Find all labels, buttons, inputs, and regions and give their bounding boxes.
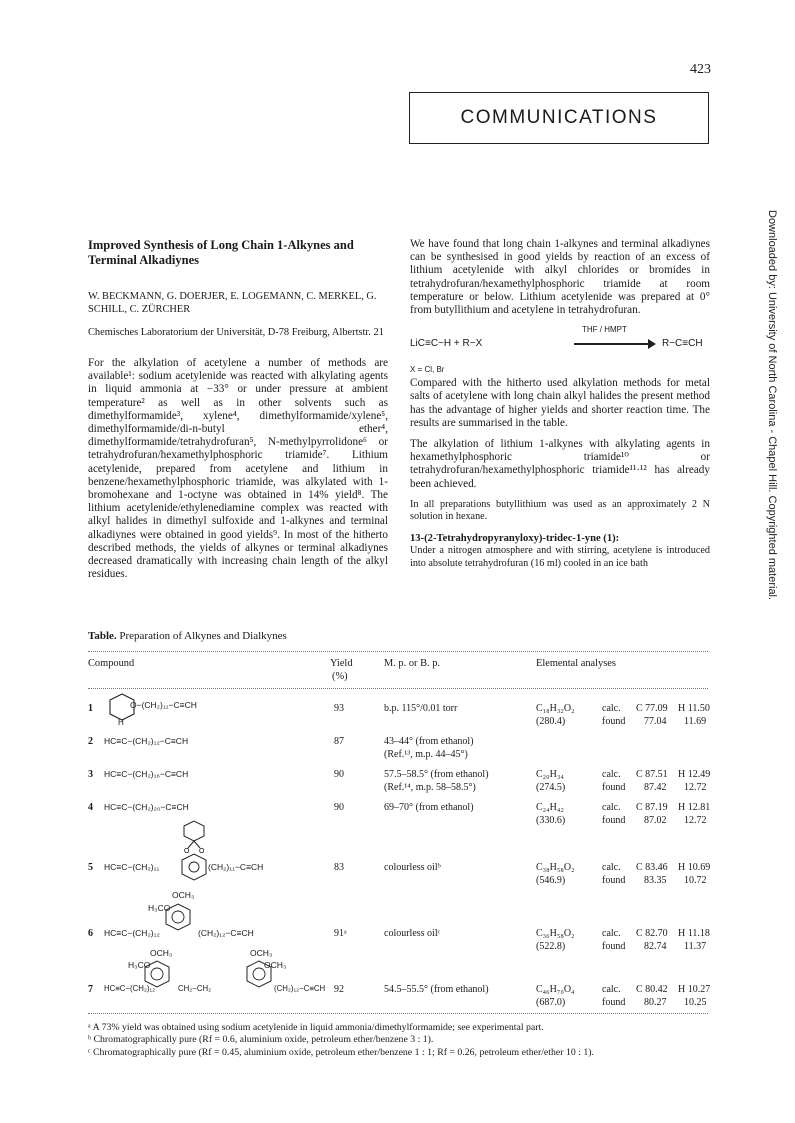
row-found-label: found (602, 815, 626, 826)
row-calc-label: calc. (602, 703, 621, 714)
row-h-found: 12.72 (684, 782, 707, 793)
paragraph-general: In all preparations butyllithium was used as an approximately 2 N solution in hexane. (410, 498, 710, 523)
row-number: 5 (88, 862, 93, 873)
row-mp: b.p. 115°/0.01 torr (384, 703, 458, 714)
row-number: 7 (88, 984, 93, 995)
table-footnotes (88, 1022, 728, 1059)
header-yield: Yield (330, 658, 353, 669)
row-number: 1 (88, 703, 93, 714)
row-formula: C₃₈H₅₈O₂ (536, 862, 575, 873)
row-found-label: found (602, 716, 626, 727)
header-compound: Compound (88, 658, 135, 669)
row-yield: 92 (334, 984, 344, 995)
paragraph-comparison: Compared with the hitherto used alkylation methods for metal salts of acetylene with long chain alkyl halides the present method has the advantage of higher yields and shorter reaction time. The results are summarised in the table. (410, 377, 710, 429)
row-mp: colourless oilᶜ (384, 928, 441, 939)
row-structure: HC≡C−(CH₂)₁₆−C≡CH (104, 769, 189, 779)
row-structure: O−(CH₂)₁₁−C≡CH (130, 700, 197, 710)
row-c-calc: C 83.46 (636, 862, 668, 873)
authors: W. BECKMANN, G. DOERJER, E. LOGEMANN, C. MERKEL, G. SCHILL, C. ZÜRCHER (88, 291, 377, 315)
footnote-a: ᵃ A 73% yield was obtained using sodium acetylenide in liquid ammonia/dimethylformamide; see experimental part. (88, 1022, 544, 1033)
row-mw: (546.9) (536, 875, 566, 886)
spiroketal-benzene-icon (168, 818, 228, 888)
row-formula: C₂₄H₄₂ (536, 802, 564, 813)
row-structure-right: (CH₂)₁₂−C≡CH (198, 928, 254, 938)
row-found-label: found (602, 941, 626, 952)
row-number: 2 (88, 736, 93, 747)
row-formula: C₄₆H₇₀O₄ (536, 984, 575, 995)
row-c-calc: C 82.70 (636, 928, 668, 939)
footnote-b: ᵇ Chromatographically pure (Rf = 0.6, aluminium oxide, petroleum ether/benzene 3 : 1). (88, 1034, 434, 1046)
row-h-found: 12.72 (684, 815, 707, 826)
svg-text:O: O (184, 848, 190, 855)
paragraph-prior-work: The alkylation of lithium 1-alkynes with alkylating agents in hexamethylphosphoric triamide¹⁰ or tetrahydrofuran/hexamethylphosphoric triamide¹¹·¹² has already been achieved. (410, 438, 710, 490)
row-h-calc: H 11.18 (678, 928, 710, 939)
row-c-found: 87.42 (644, 782, 667, 793)
paragraph-method: We have found that long chain 1-alkynes and terminal alkadiynes can be synthesised in good yields by reaction of an excess of lithium acetylenide with alkyl chlorides or bromides in tetrahydrofuran/hexamethylphosphoric triamide at room temperature or below. Lithium acetylenide was prepared at 0° from butyllithium and acetylene in tetrahydrofuran. (410, 238, 710, 317)
row-number: 3 (88, 769, 93, 780)
row-substituent: OCH₃ (150, 948, 173, 958)
row-formula: C₃₆H₅₈O₂ (536, 928, 575, 939)
row-substituent-2: H₃CO (128, 960, 151, 970)
row-structure-left: HC≡C−(CH₂)₁₂ (104, 984, 156, 993)
row-c-found: 82.74 (644, 941, 667, 952)
equation-halide: X = Cl, Br (410, 365, 445, 375)
row-calc-label: calc. (602, 928, 621, 939)
row-calc-label: calc. (602, 862, 621, 873)
row-mw: (330.6) (536, 815, 566, 826)
row-formula: C₂₀H₃₄ (536, 769, 564, 780)
row-mw: (280.4) (536, 716, 566, 727)
equation-conditions: THF / HMPT (582, 325, 627, 335)
table-bottom-rule (88, 1013, 708, 1014)
row-c-calc: C 80.42 (636, 984, 668, 995)
equation-reactants: LiC≡C−H + R−X (410, 338, 483, 350)
row-structure: HC≡C−(CH₂)₁₂−C≡CH (104, 736, 189, 746)
row-substituent: OCH₃ (172, 890, 195, 900)
left-column (88, 238, 388, 581)
row-yield: 91ᵃ (334, 928, 347, 939)
row-mw: (522.8) (536, 941, 566, 952)
row-found-label: found (602, 875, 626, 886)
benzene-ring-icon (242, 958, 276, 992)
row-c-calc: C 87.51 (636, 769, 668, 780)
row-h-found: 10.72 (684, 875, 707, 886)
row-structure-left: HC≡C−(CH₂)₁₂ (104, 928, 160, 938)
row-substituent-right: OCH₃ (250, 948, 273, 958)
row-c-calc: C 77.09 (636, 703, 668, 714)
row-formula: C₁₈H₃₂O₂ (536, 703, 575, 714)
table-caption (88, 630, 287, 642)
benzene-ring-icon (160, 900, 196, 936)
row-calc-label: calc. (602, 984, 621, 995)
procedure-text: Under a nitrogen atmosphere and with stirring, acetylene is introduced into absolute tetrahydrofuran (16 ml) cooled in an ice bath (410, 545, 710, 569)
row-structure-mid: CH₂−CH₂ (178, 984, 212, 993)
row-yield: 90 (334, 802, 344, 813)
row-c-calc: C 87.19 (636, 802, 668, 813)
row-h-calc: H 12.81 (678, 802, 711, 813)
row-mp-ref: (Ref.¹³, m.p. 44–45°) (384, 749, 468, 760)
svg-text:O: O (199, 848, 205, 855)
row-h-found: 11.37 (684, 941, 707, 952)
row-yield: 90 (334, 769, 344, 780)
table-caption-text: Preparation of Alkynes and Dialkynes (119, 630, 287, 642)
row-found-label: found (602, 997, 626, 1008)
row-h-found: 10.25 (684, 997, 707, 1008)
table-top-rule (88, 651, 708, 652)
row-calc-label: calc. (602, 769, 621, 780)
table-caption-label: Table. (88, 630, 117, 642)
row-mp: 57.5–58.5° (from ethanol) (384, 769, 489, 780)
section-banner: COMMUNICATIONS (409, 92, 709, 144)
row-h-calc: H 11.50 (678, 703, 710, 714)
row-mp: 54.5–55.5° (from ethanol) (384, 984, 489, 995)
row-number: 6 (88, 928, 93, 939)
table-header-rule (88, 688, 708, 689)
row-h-calc: H 10.69 (678, 862, 711, 873)
page-number: 423 (690, 62, 711, 77)
equation-product: R−C≡CH (662, 338, 703, 350)
reaction-equation (410, 323, 710, 375)
row-mp: colourless oilᵇ (384, 862, 441, 873)
right-column (410, 238, 710, 570)
row-c-found: 77.04 (644, 716, 667, 727)
row-h-calc: H 10.27 (678, 984, 711, 995)
download-notice: Downloaded by: University of North Carolina - Chapel Hill. Copyrighted material. (766, 210, 778, 601)
row-mw: (687.0) (536, 997, 566, 1008)
row-mw: (274.5) (536, 782, 566, 793)
row-c-found: 80.27 (644, 997, 667, 1008)
row-h-found: 11.69 (684, 716, 707, 727)
row-substituent-right-2: OCH₃ (264, 960, 287, 970)
row-substituent-2: H₃CO (148, 903, 171, 913)
row-c-found: 83.35 (644, 875, 667, 886)
ring-hydrogen: H (118, 718, 124, 727)
row-structure-left: HC≡C−(CH₂)₁₁ (104, 862, 160, 872)
row-found-label: found (602, 782, 626, 793)
row-c-found: 87.02 (644, 815, 667, 826)
row-mp: 43–44° (from ethanol) (384, 736, 474, 747)
row-structure-right: (CH₂)₁₂−C≡CH (274, 984, 326, 993)
row-mp-ref: (Ref.¹⁴, m.p. 58–58.5°) (384, 782, 476, 793)
affiliation: Chemisches Laboratorium der Universität, D-78 Freiburg, Albertstr. 21 (88, 327, 384, 338)
row-calc-label: calc. (602, 802, 621, 813)
row-yield: 87 (334, 736, 344, 747)
intro-paragraph: For the alkylation of acetylene a number of methods are available¹: sodium acetylenide was reacted with alkylating agents in liquid ammonia at −33° or under pressure at ambient temperature² as well as in other solvents such as dimethylformamide³, xylene⁴, dimethylformamide/xylene⁵, dimethylformamide/di-n-butyl ether⁴, dimethylformamide/tetrahydrofuran⁵, N-methylpyrrolidone⁶ or tetrahydrofuran/hexamethylphosphoric triamide⁷. Lithium acetylenide, prepared from acetylene and lithium in benzene/hexamethylphosphoric triamide, was alkylated with 1-bromohexane and 1-octyne was obtained in 14% yield⁸. The lithium acetylenide/ethylenediamine complex was reacted with alkyl halides in dimethyl sulfoxide and 1-alkynes and terminal alkadiynes were obtained in good yields⁹. In most of the hitherto described methods, the yields of alkynes or terminal alkadiynes decreased dramatically with increasing chain length of the alkyl residues. (88, 357, 388, 581)
header-yield-unit: (%) (332, 671, 348, 682)
header-analyses: Elemental analyses (536, 658, 616, 669)
row-mp: 69–70° (from ethanol) (384, 802, 474, 813)
row-h-calc: H 12.49 (678, 769, 711, 780)
header-mp: M. p. or B. p. (384, 658, 440, 669)
row-yield: 93 (334, 703, 344, 714)
footnote-c: ᶜ Chromatographically pure (Rf = 0.45, aluminium oxide, petroleum ether/benzene 1 : 1; Rf = 0.26, petroleum ether/ether 10 : 1). (88, 1046, 594, 1058)
row-structure-right: (CH₂)₁₁−C≡CH (208, 862, 264, 872)
row-number: 4 (88, 802, 93, 813)
reaction-arrow-icon (574, 343, 654, 345)
row-structure: HC≡C−(CH₂)₂₀−C≡CH (104, 802, 189, 812)
article-title: Improved Synthesis of Long Chain 1-Alkynes and Terminal Alkadiynes (88, 238, 354, 267)
row-yield: 83 (334, 862, 344, 873)
procedure-title: 13-(2-Tetrahydropyranyloxy)-tridec-1-yne (1): (410, 533, 620, 545)
